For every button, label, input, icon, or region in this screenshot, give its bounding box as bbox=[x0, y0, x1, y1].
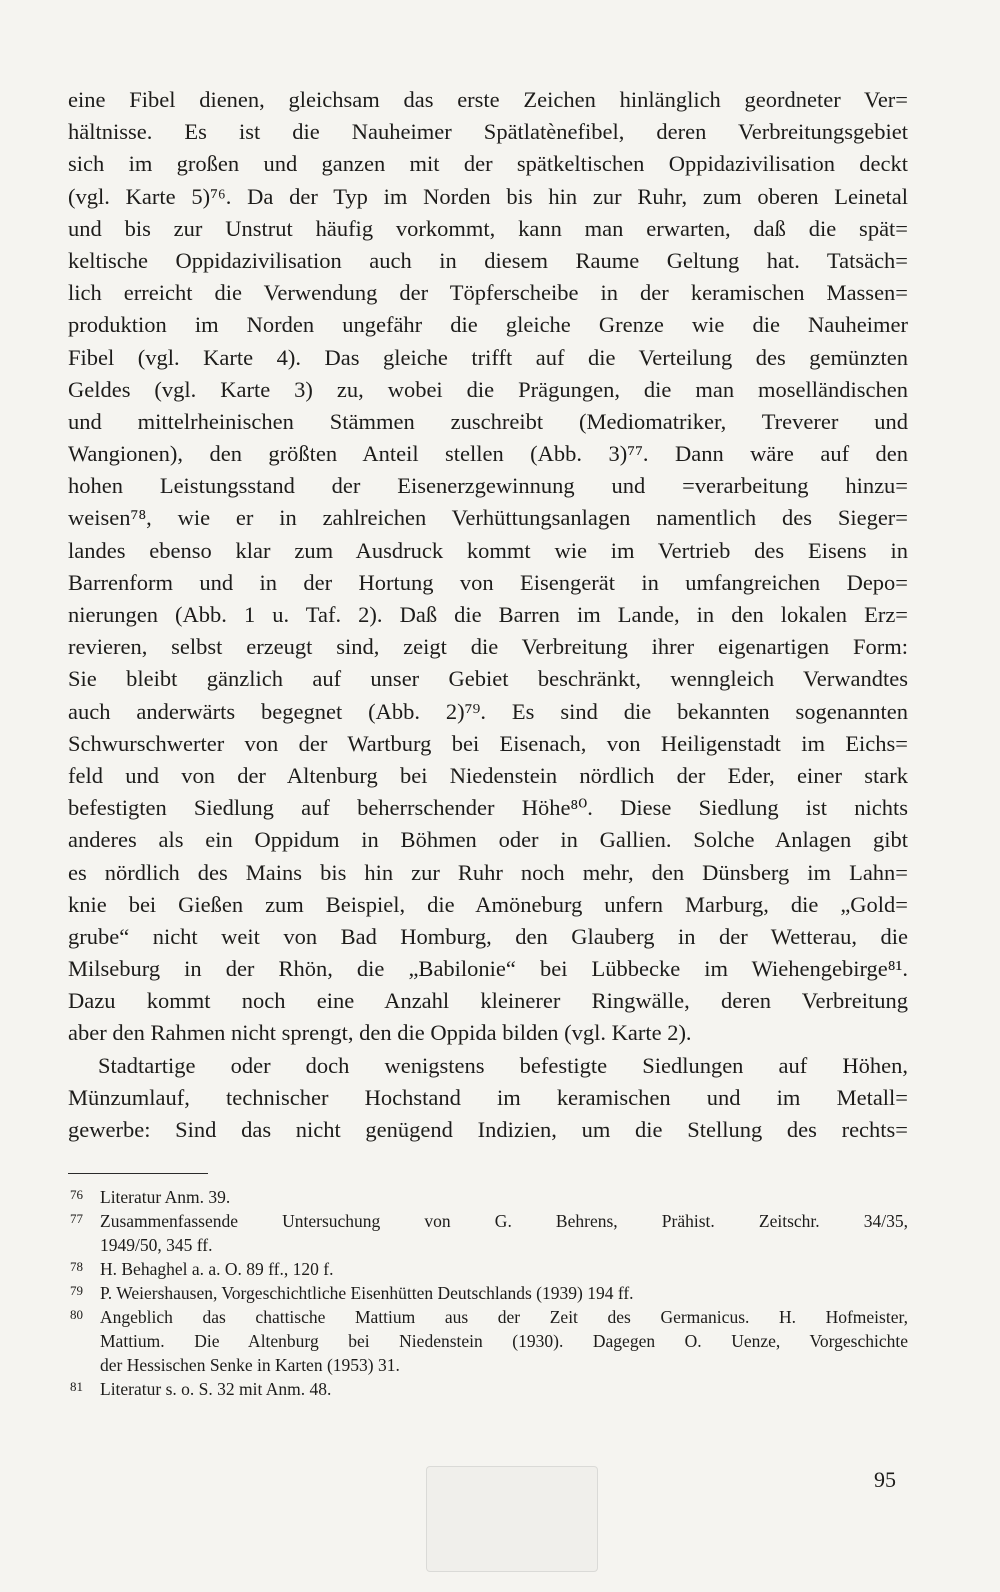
text-line: es nördlich des Mains bis hin zur Ruhr noch mehr, den Dünsberg im Lahn= bbox=[68, 859, 908, 885]
footnote-text: Literatur Anm. 39. bbox=[100, 1187, 231, 1207]
library-stamp-faint bbox=[426, 1466, 598, 1572]
text-line: grube“ nicht weit von Bad Homburg, den Glauberg in der Wetterau, die bbox=[68, 923, 908, 949]
text-line: landes ebenso klar zum Ausdruck kommt wie im Vertrieb des Eisens in bbox=[68, 537, 908, 563]
footnote bbox=[68, 1305, 908, 1377]
footnote-number: 78 bbox=[70, 1259, 83, 1274]
text-line: Barrenform und in der Hortung von Eisengerät in umfangreichen Depo= bbox=[68, 569, 908, 595]
footnote-number: 77 bbox=[70, 1211, 83, 1226]
text-line: keltische Oppidazivilisation auch in diesem Raume Geltung hat. Tatsäch= bbox=[68, 247, 908, 273]
footnote bbox=[68, 1185, 908, 1209]
footnote-text: der Hessischen Senke in Karten (1953) 31. bbox=[100, 1355, 400, 1375]
text-line: (vgl. Karte 5)⁷⁶. Da der Typ im Norden bis hin zur Ruhr, zum oberen Leinetal bbox=[68, 183, 908, 209]
body-text bbox=[68, 84, 908, 1146]
footnote-text: Zusammenfassende Untersuchung von G. Behrens, Prähist. Zeitschr. 34/35, bbox=[100, 1211, 908, 1231]
footnote-divider bbox=[68, 1173, 208, 1174]
text-line: anderes als ein Oppidum in Böhmen oder in Gallien. Solche Anlagen gibt bbox=[68, 827, 908, 853]
text-line: Milseburg in der Rhön, die „Babilonie“ bei Lübbecke im Wiehengebirge⁸¹. bbox=[68, 956, 908, 982]
footnote bbox=[68, 1209, 908, 1257]
text-line: produktion im Norden ungefähr die gleiche Grenze wie die Nauheimer bbox=[68, 312, 908, 338]
text-line: auch anderwärts begegnet (Abb. 2)⁷⁹. Es sind die bekannten sogenannten bbox=[68, 698, 908, 724]
footnote-text: 1949/50, 345 ff. bbox=[100, 1235, 213, 1255]
text-line: Fibel (vgl. Karte 4). Das gleiche trifft auf die Verteilung des gemünzten bbox=[68, 344, 908, 370]
text-line: Dazu kommt noch eine Anzahl kleinerer Ringwälle, deren Verbreitung bbox=[68, 988, 908, 1014]
text-line: gewerbe: Sind das nicht genügend Indizien, um die Stellung des rechts= bbox=[68, 1117, 908, 1142]
footnote-number: 80 bbox=[70, 1307, 83, 1322]
text-line: hohen Leistungsstand der Eisenerzgewinnung und =verarbeitung hinzu= bbox=[68, 473, 908, 499]
text-line: und bis zur Unstrut häufig vorkommt, kann man erwarten, daß die spät= bbox=[68, 215, 908, 241]
footnote-number: 79 bbox=[70, 1283, 83, 1298]
text-line: lich erreicht die Verwendung der Töpferscheibe in der keramischen Massen= bbox=[68, 280, 908, 306]
page-number: 95 bbox=[874, 1467, 896, 1492]
text-line: revieren, selbst erzeugt sind, zeigt die Verbreitung ihrer eigenartigen Form: bbox=[68, 634, 908, 660]
text-line: nierungen (Abb. 1 u. Taf. 2). Daß die Barren im Lande, in den lokalen Erz= bbox=[68, 602, 908, 627]
footnote bbox=[68, 1377, 908, 1401]
footnote-number: 81 bbox=[70, 1379, 83, 1394]
text-line: knie bei Gießen zum Beispiel, die Amöneburg unfern Marburg, die „Gold= bbox=[68, 891, 908, 917]
text-line: sich im großen und ganzen mit der spätkeltischen Oppidazivilisation deckt bbox=[68, 151, 908, 177]
footnote-text: Mattium. Die Altenburg bei Niedenstein (1930). Dagegen O. Uenze, Vorgeschichte bbox=[100, 1331, 908, 1351]
footnote bbox=[68, 1281, 908, 1305]
text-line: Stadtartige oder doch wenigstens befestigte Siedlungen auf Höhen, bbox=[98, 1052, 908, 1078]
text-line: und mittelrheinischen Stämmen zuschreibt (Mediomatriker, Treverer und bbox=[68, 408, 908, 434]
text-line: aber den Rahmen nicht sprengt, den die Oppida bilden (vgl. Karte 2). bbox=[68, 1020, 692, 1046]
text-line: feld und von der Altenburg bei Niedenstein nördlich der Eder, einer stark bbox=[68, 762, 908, 788]
footnote bbox=[68, 1257, 908, 1281]
footnotes bbox=[68, 1185, 908, 1401]
text-line: befestigten Siedlung auf beherrschender Höhe⁸⁰. Diese Siedlung ist nichts bbox=[68, 795, 908, 821]
text-line: eine Fibel dienen, gleichsam das erste Zeichen hinlänglich geordneter Ver= bbox=[68, 87, 908, 112]
footnote-number: 76 bbox=[70, 1187, 83, 1202]
text-line: Geldes (vgl. Karte 3) zu, wobei die Prägungen, die man moselländischen bbox=[68, 376, 908, 402]
text-line: Münzumlauf, technischer Hochstand im keramischen und im Metall= bbox=[68, 1084, 908, 1110]
text-line: hältnisse. Es ist die Nauheimer Spätlatènefibel, deren Verbreitungsgebiet bbox=[68, 119, 908, 145]
footnote-text: P. Weiershausen, Vorgeschichtliche Eisenhütten Deutschlands (1939) 194 ff. bbox=[100, 1283, 634, 1303]
text-line: Wangionen), den größten Anteil stellen (Abb. 3)⁷⁷. Dann wäre auf den bbox=[68, 441, 908, 467]
text-line: weisen⁷⁸, wie er in zahlreichen Verhüttungsanlagen namentlich des Sieger= bbox=[68, 505, 908, 531]
footnote-text: Angeblich das chattische Mattium aus der Zeit des Germanicus. H. Hofmeister, bbox=[100, 1307, 908, 1327]
text-line: Schwurschwerter von der Wartburg bei Eisenach, von Heiligenstadt im Eichs= bbox=[68, 730, 908, 756]
footnote-text: Literatur s. o. S. 32 mit Anm. 48. bbox=[100, 1379, 332, 1399]
text-line: Sie bleibt gänzlich auf unser Gebiet beschränkt, wenngleich Verwandtes bbox=[68, 666, 908, 692]
footnote-text: H. Behaghel a. a. O. 89 ff., 120 f. bbox=[100, 1259, 334, 1279]
